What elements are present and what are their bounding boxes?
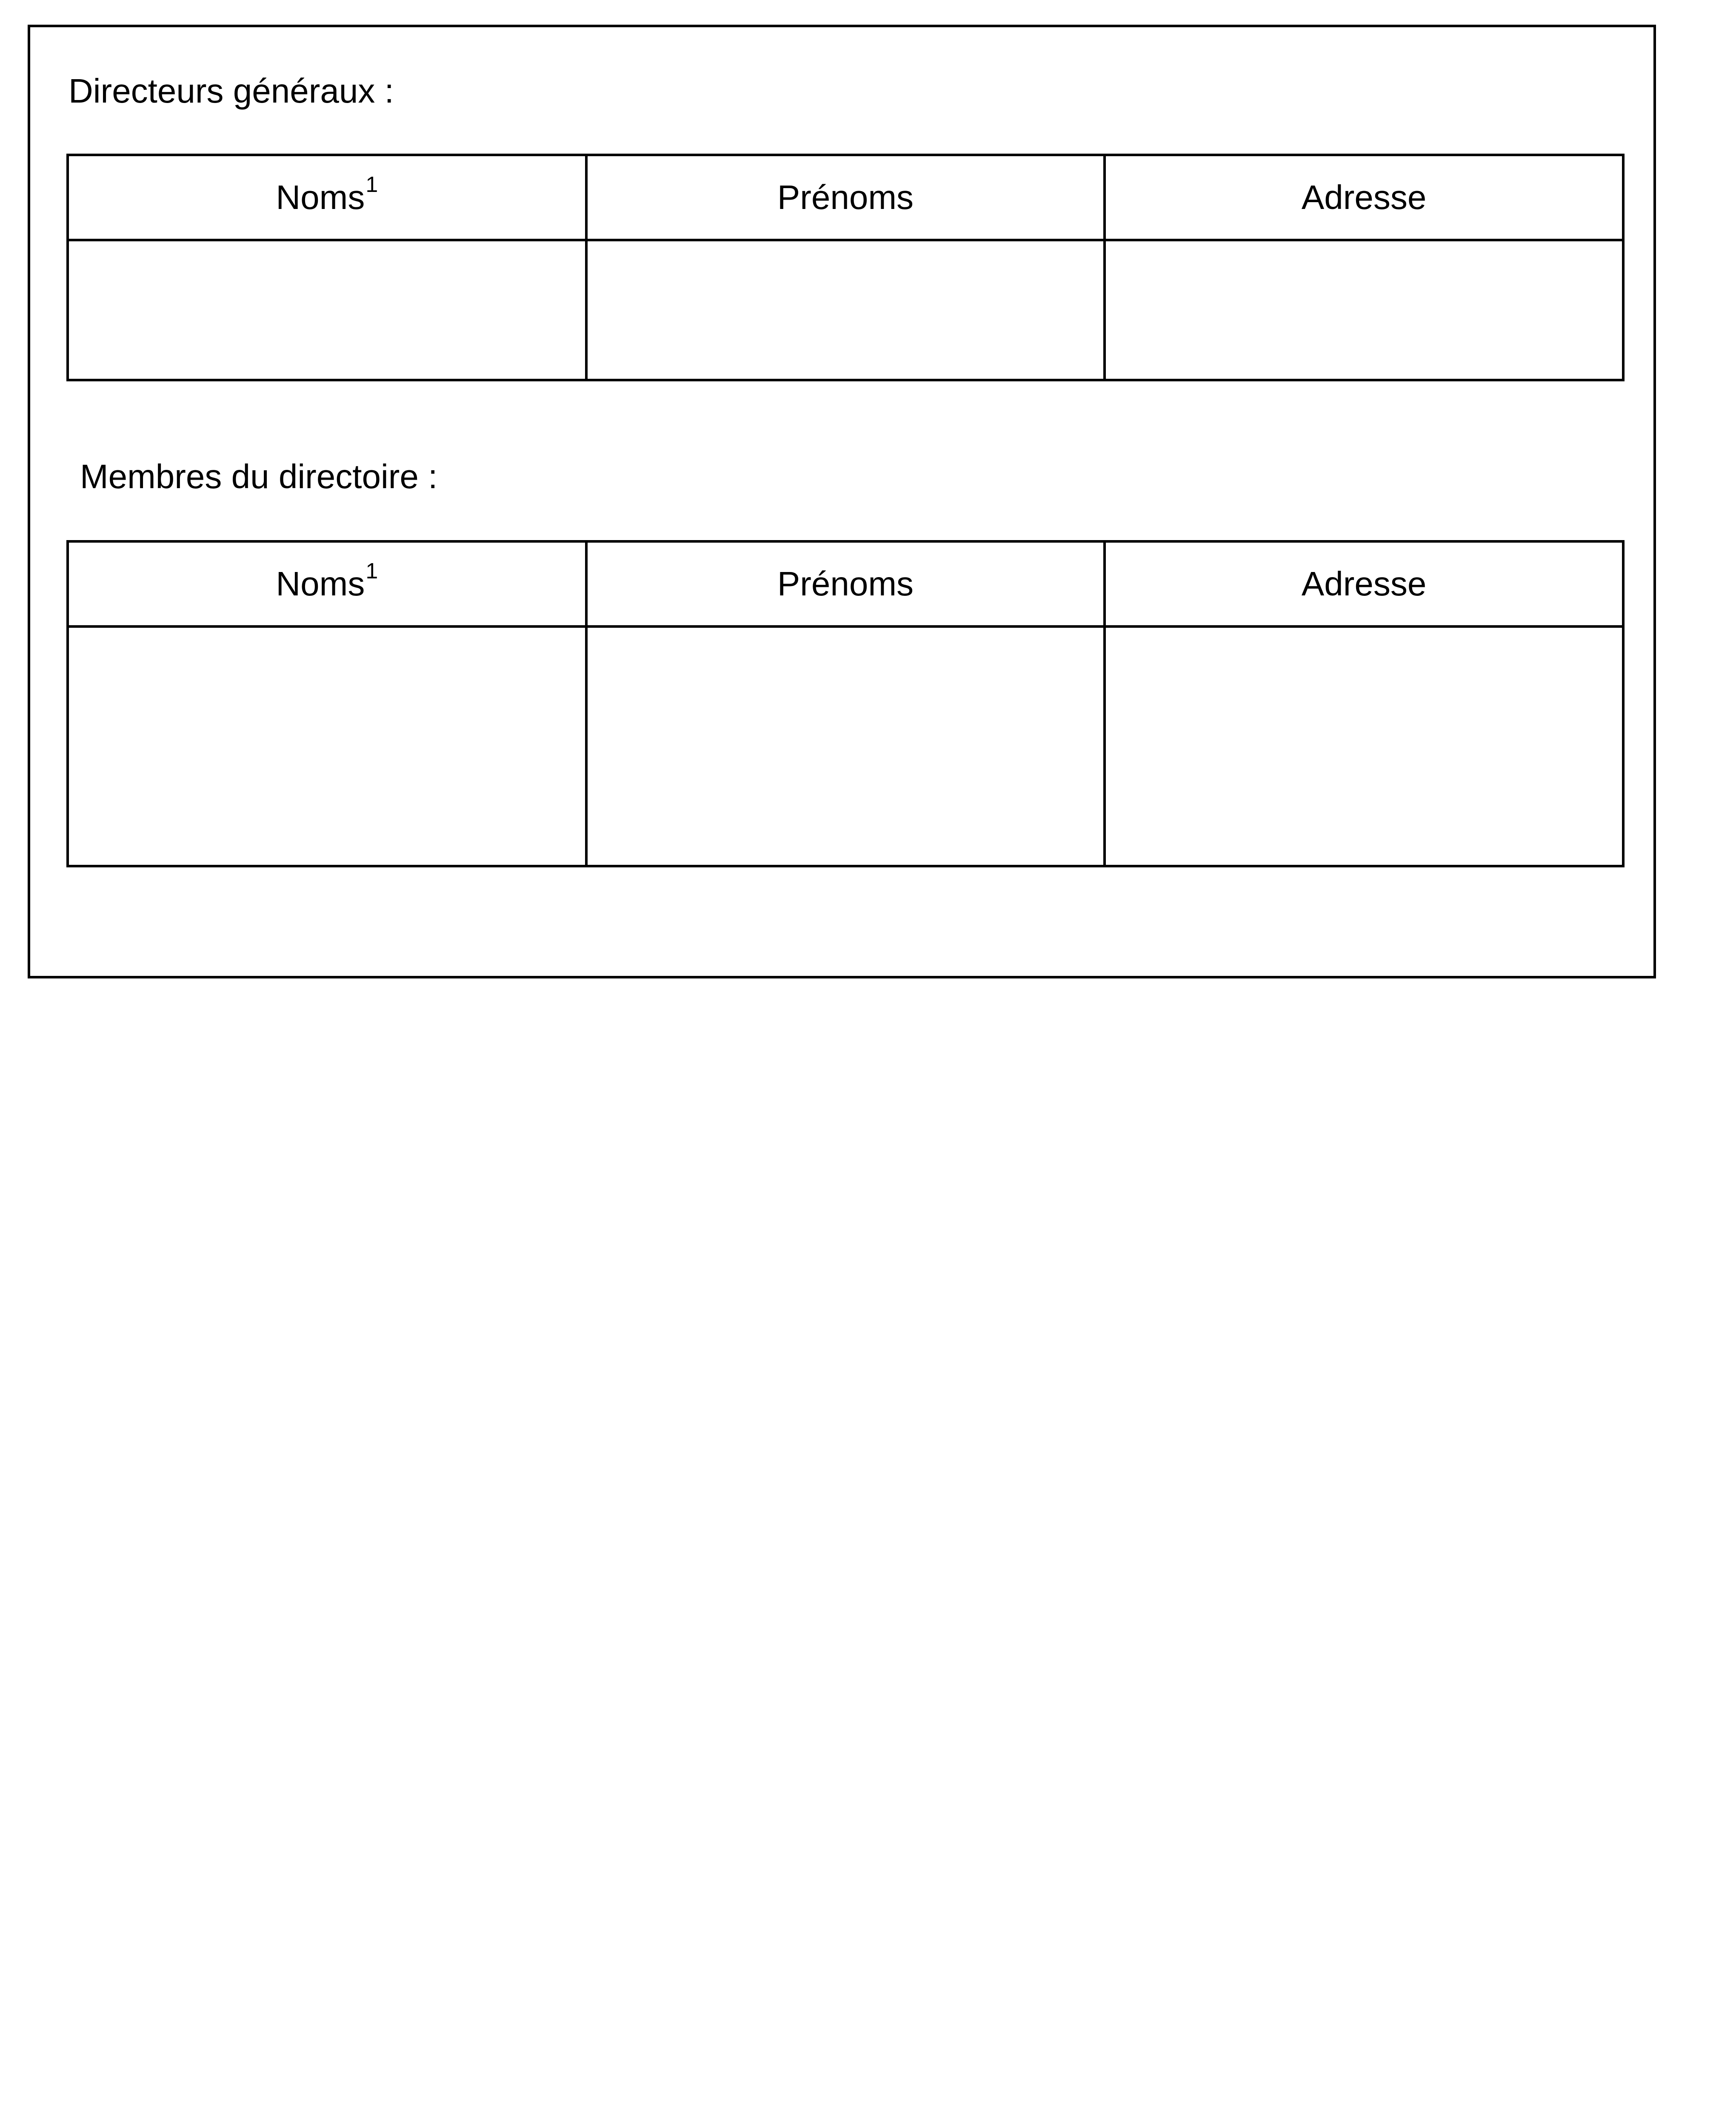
section-title-membres-du-directoire: Membres du directoire : [80, 458, 438, 495]
cell-adresse[interactable] [1105, 626, 1623, 866]
footnote-reference: 1 [365, 559, 378, 583]
cell-prenoms[interactable] [586, 626, 1105, 866]
cell-prenoms[interactable] [586, 240, 1105, 380]
column-header-noms [68, 155, 586, 240]
cell-noms[interactable] [68, 240, 586, 380]
column-header-adresse: Adresse [1105, 541, 1623, 626]
form-frame [28, 25, 1656, 978]
cell-adresse[interactable] [1105, 240, 1623, 380]
column-header-label: Noms [276, 178, 365, 216]
column-header-noms [68, 541, 586, 626]
column-header-label: Noms [276, 565, 365, 603]
column-header-prenoms: Prénoms [586, 155, 1105, 240]
table-header-row [68, 541, 1623, 626]
table-membres-du-directoire [66, 540, 1625, 867]
table-directeurs-generaux [66, 154, 1625, 381]
cell-noms[interactable] [68, 626, 586, 866]
section-title-directeurs-generaux: Directeurs généraux : [69, 72, 394, 110]
table-row [68, 626, 1623, 866]
table-row [68, 240, 1623, 380]
footnote-reference: 1 [365, 172, 378, 197]
column-header-adresse: Adresse [1105, 155, 1623, 240]
column-header-prenoms: Prénoms [586, 541, 1105, 626]
table-header-row [68, 155, 1623, 240]
